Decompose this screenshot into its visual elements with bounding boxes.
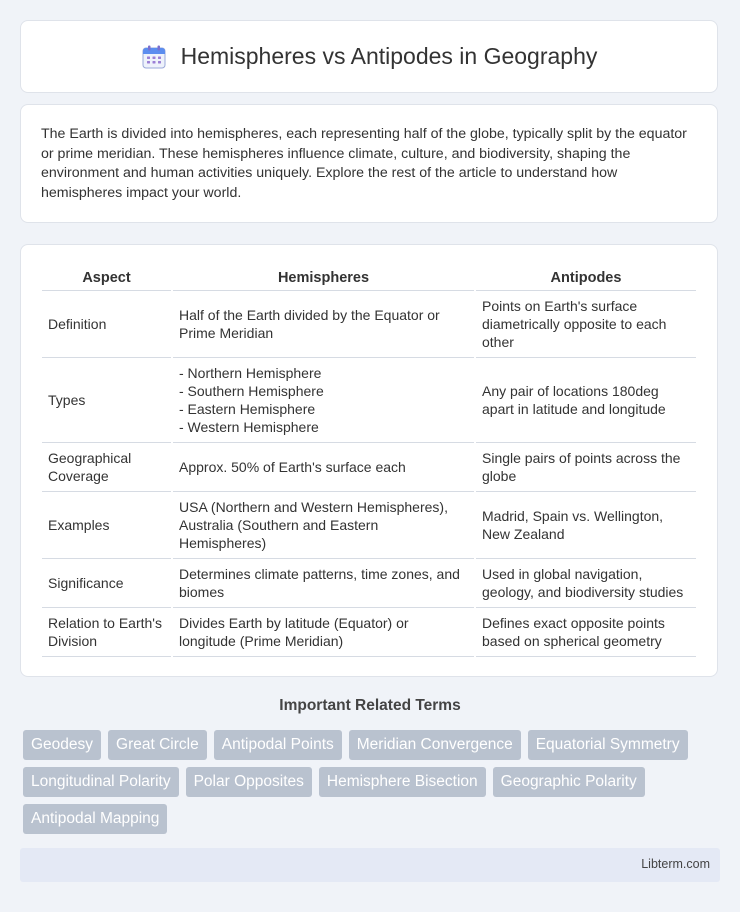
cell-line: USA (Northern and Western Hemispheres), Australia (Southern and Eastern Hemispheres) <box>179 499 448 551</box>
cell-hemispheres <box>173 443 474 492</box>
table-row <box>42 559 696 608</box>
cell-antipodes: Defines exact opposite points based on spherical geometry <box>476 608 696 657</box>
cell-hemispheres <box>173 608 474 657</box>
header-card <box>20 20 718 93</box>
cell-line: - Southern Hemisphere <box>179 383 324 399</box>
table-row <box>42 358 696 443</box>
page-title: Hemispheres vs Antipodes in Geography <box>180 43 598 69</box>
related-terms-title: Important Related Terms <box>279 697 461 714</box>
cell-aspect: Significance <box>42 559 171 608</box>
footer-site-link[interactable]: Libterm.com <box>641 857 710 871</box>
tag-hemisphere-bisection[interactable]: Hemisphere Bisection <box>319 767 486 797</box>
table-header-row <box>42 265 696 291</box>
cell-aspect: Relation to Earth's Division <box>42 608 171 657</box>
intro-card <box>20 104 718 223</box>
table-row <box>42 492 696 559</box>
comparison-card <box>20 244 718 677</box>
comparison-table <box>40 265 698 657</box>
tag-antipodal-points[interactable]: Antipodal Points <box>214 730 342 760</box>
header-hemispheres: Hemispheres <box>173 265 474 291</box>
tag-meridian-convergence[interactable]: Meridian Convergence <box>349 730 521 760</box>
cell-antipodes: Single pairs of points across the globe <box>476 443 696 492</box>
table-row <box>42 443 696 492</box>
cell-antipodes: Points on Earth's surface diametrically opposite to each other <box>476 291 696 358</box>
calendar-icon <box>141 44 167 70</box>
cell-line: Half of the Earth divided by the Equator or Prime Meridian <box>179 307 440 341</box>
cell-antipodes: Used in global navigation, geology, and biodiversity studies <box>476 559 696 608</box>
related-terms-tags <box>23 730 713 834</box>
cell-hemispheres <box>173 358 474 443</box>
cell-line: - Eastern Hemisphere <box>179 401 316 417</box>
cell-aspect: Examples <box>42 492 171 559</box>
cell-line: Approx. 50% of Earth's surface each <box>179 459 406 475</box>
tag-longitudinal-polarity[interactable]: Longitudinal Polarity <box>23 767 179 797</box>
cell-aspect: Geographical Coverage <box>42 443 171 492</box>
cell-line: Divides Earth by latitude (Equator) or longitude (Prime Meridian) <box>179 615 409 649</box>
header-aspect: Aspect <box>42 265 171 291</box>
cell-line: Determines climate patterns, time zones, and biomes <box>179 566 460 600</box>
tag-great-circle[interactable]: Great Circle <box>108 730 207 760</box>
table-row <box>42 608 696 657</box>
intro-text: The Earth is divided into hemispheres, each representing half of the globe, typically split by the equator or prime meridian. These hemispheres influence climate, culture, and biodiversity, shaping the environment and human activities uniquely. Explore the rest of the article to understand how hemispheres impact your world. <box>41 126 687 201</box>
cell-aspect: Definition <box>42 291 171 358</box>
tag-geodesy[interactable]: Geodesy <box>23 730 101 760</box>
header <box>141 43 598 70</box>
cell-hemispheres <box>173 492 474 559</box>
cell-antipodes: Madrid, Spain vs. Wellington, New Zealand <box>476 492 696 559</box>
tag-antipodal-mapping[interactable]: Antipodal Mapping <box>23 804 167 834</box>
header-antipodes: Antipodes <box>476 265 696 291</box>
cell-hemispheres <box>173 559 474 608</box>
tag-polar-opposites[interactable]: Polar Opposites <box>186 767 312 797</box>
tag-geographic-polarity[interactable]: Geographic Polarity <box>493 767 645 797</box>
tag-equatorial-symmetry[interactable]: Equatorial Symmetry <box>528 730 688 760</box>
cell-antipodes: Any pair of locations 180deg apart in latitude and longitude <box>476 358 696 443</box>
footer <box>20 848 720 882</box>
cell-line: - Northern Hemisphere <box>179 365 322 381</box>
table-row <box>42 291 696 358</box>
cell-line: - Western Hemisphere <box>179 419 319 435</box>
cell-aspect: Types <box>42 358 171 443</box>
cell-hemispheres <box>173 291 474 358</box>
